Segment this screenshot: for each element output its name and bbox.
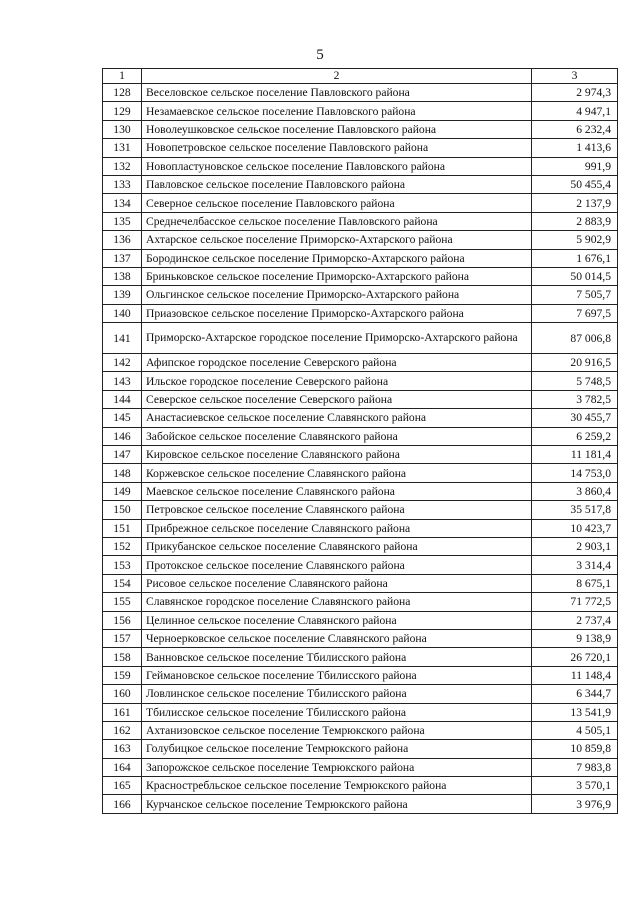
column-header-name: 2: [142, 69, 532, 84]
table-row: [103, 446, 618, 464]
table-row: [103, 409, 618, 427]
table-row: [103, 139, 618, 157]
row-number: 128: [103, 84, 142, 102]
table-row: [103, 666, 618, 684]
amount-value: 3 782,5: [532, 390, 618, 408]
row-number: 142: [103, 354, 142, 372]
row-number: 161: [103, 703, 142, 721]
amount-value: 13 541,9: [532, 703, 618, 721]
row-number: 148: [103, 464, 142, 482]
row-number: 138: [103, 267, 142, 285]
amount-value: 50 455,4: [532, 175, 618, 193]
settlement-name: Геймановское сельское поселение Тбилисского района: [142, 666, 532, 684]
row-number: 166: [103, 795, 142, 813]
table-row: [103, 120, 618, 138]
row-number: 130: [103, 120, 142, 138]
amount-value: 5 748,5: [532, 372, 618, 390]
row-number: 141: [103, 323, 142, 354]
amount-value: 2 883,9: [532, 212, 618, 230]
row-number: 157: [103, 629, 142, 647]
table-row: [103, 175, 618, 193]
settlement-name: Тбилисское сельское поселение Тбилисского района: [142, 703, 532, 721]
amount-value: 71 772,5: [532, 593, 618, 611]
amount-value: 4 505,1: [532, 721, 618, 739]
table-row: [103, 102, 618, 120]
settlement-name: Забойское сельское поселение Славянского района: [142, 427, 532, 445]
table-row: [103, 795, 618, 813]
amount-value: 7 697,5: [532, 304, 618, 322]
row-number: 165: [103, 777, 142, 795]
amount-value: 3 570,1: [532, 777, 618, 795]
table-row: [103, 354, 618, 372]
settlement-name: Анастасиевское сельское поселение Славянского района: [142, 409, 532, 427]
settlement-name: Незамаевское сельское поселение Павловского района: [142, 102, 532, 120]
row-number: 159: [103, 666, 142, 684]
row-number: 145: [103, 409, 142, 427]
settlement-name: Павловское сельское поселение Павловского района: [142, 175, 532, 193]
settlement-name: Новопетровское сельское поселение Павловского района: [142, 139, 532, 157]
column-header-value: 3: [532, 69, 618, 84]
row-number: 129: [103, 102, 142, 120]
amount-value: 11 148,4: [532, 666, 618, 684]
settlement-name: Новопластуновское сельское поселение Павловского района: [142, 157, 532, 175]
settlement-name: Курчанское сельское поселение Темрюкского района: [142, 795, 532, 813]
table-row: [103, 721, 618, 739]
settlement-name: Приморско-Ахтарское городское поселение Приморско-Ахтарского района: [142, 323, 532, 354]
settlement-name: Новолеушковское сельское поселение Павловского района: [142, 120, 532, 138]
settlement-name: Ольгинское сельское поселение Приморско-Ахтарского района: [142, 286, 532, 304]
amount-value: 1 676,1: [532, 249, 618, 267]
settlement-name: Веселовское сельское поселение Павловского района: [142, 84, 532, 102]
amount-value: 11 181,4: [532, 446, 618, 464]
row-number: 147: [103, 446, 142, 464]
table-row: [103, 556, 618, 574]
table-row: [103, 267, 618, 285]
table-row: [103, 157, 618, 175]
row-number: 133: [103, 175, 142, 193]
amount-value: 1 413,6: [532, 139, 618, 157]
settlement-name: Красностребльское сельское поселение Темрюкского района: [142, 777, 532, 795]
column-header-number: 1: [103, 69, 142, 84]
table-row: [103, 482, 618, 500]
table-row: [103, 501, 618, 519]
amount-value: 2 737,4: [532, 611, 618, 629]
settlement-name: Среднечелбасское сельское поселение Павловского района: [142, 212, 532, 230]
settlement-name: Бриньковское сельское поселение Приморско-Ахтарского района: [142, 267, 532, 285]
amount-value: 26 720,1: [532, 648, 618, 666]
settlement-name: Бородинское сельское поселение Приморско-Ахтарского района: [142, 249, 532, 267]
row-number: 139: [103, 286, 142, 304]
row-number: 137: [103, 249, 142, 267]
amount-value: 30 455,7: [532, 409, 618, 427]
row-number: 155: [103, 593, 142, 611]
amount-value: 2 974,3: [532, 84, 618, 102]
table-row: [103, 427, 618, 445]
amount-value: 87 006,8: [532, 323, 618, 354]
amount-value: 9 138,9: [532, 629, 618, 647]
amount-value: 20 916,5: [532, 354, 618, 372]
row-number: 149: [103, 482, 142, 500]
amount-value: 2 903,1: [532, 537, 618, 555]
amount-value: 8 675,1: [532, 574, 618, 592]
settlement-name: Коржевское сельское поселение Славянского района: [142, 464, 532, 482]
amount-value: 6 259,2: [532, 427, 618, 445]
amount-value: 50 014,5: [532, 267, 618, 285]
row-number: 160: [103, 685, 142, 703]
amount-value: 3 860,4: [532, 482, 618, 500]
row-number: 136: [103, 231, 142, 249]
amount-value: 10 423,7: [532, 519, 618, 537]
amount-value: 35 517,8: [532, 501, 618, 519]
settlement-name: Северское сельское поселение Северского района: [142, 390, 532, 408]
settlement-name: Ахтанизовское сельское поселение Темрюкского района: [142, 721, 532, 739]
settlement-name: Северное сельское поселение Павловского района: [142, 194, 532, 212]
table-row: [103, 703, 618, 721]
row-number: 156: [103, 611, 142, 629]
table-row: [103, 212, 618, 230]
amount-value: 7 505,7: [532, 286, 618, 304]
table-row: [103, 194, 618, 212]
amount-value: 6 344,7: [532, 685, 618, 703]
amount-value: 991,9: [532, 157, 618, 175]
amount-value: 3 314,4: [532, 556, 618, 574]
row-number: 153: [103, 556, 142, 574]
settlement-name: Афипское городское поселение Северского района: [142, 354, 532, 372]
settlement-name: Славянское городское поселение Славянского района: [142, 593, 532, 611]
table-header-row: [103, 69, 618, 84]
row-number: 158: [103, 648, 142, 666]
table-row: [103, 304, 618, 322]
amount-value: 7 983,8: [532, 758, 618, 776]
settlement-name: Ахтарское сельское поселение Приморско-Ахтарского района: [142, 231, 532, 249]
table-row: [103, 249, 618, 267]
row-number: 144: [103, 390, 142, 408]
table-row: [103, 629, 618, 647]
settlement-name: Рисовое сельское поселение Славянского района: [142, 574, 532, 592]
table-row: [103, 777, 618, 795]
table-row: [103, 611, 618, 629]
row-number: 151: [103, 519, 142, 537]
settlement-name: Ловлинское сельское поселение Тбилисского района: [142, 685, 532, 703]
table-row: [103, 758, 618, 776]
settlement-name: Прибрежное сельское поселение Славянского района: [142, 519, 532, 537]
page-number: 5: [316, 47, 324, 63]
settlement-name: Голубицкое сельское поселение Темрюкского района: [142, 740, 532, 758]
amount-value: 5 902,9: [532, 231, 618, 249]
row-number: 163: [103, 740, 142, 758]
settlement-name: Кировское сельское поселение Славянского района: [142, 446, 532, 464]
row-number: 152: [103, 537, 142, 555]
settlement-name: Протокское сельское поселение Славянского района: [142, 556, 532, 574]
table-row: [103, 390, 618, 408]
table-row: [103, 574, 618, 592]
row-number: 134: [103, 194, 142, 212]
row-number: 143: [103, 372, 142, 390]
amount-value: 14 753,0: [532, 464, 618, 482]
table-row: [103, 593, 618, 611]
settlement-name: Петровское сельское поселение Славянского района: [142, 501, 532, 519]
row-number: 135: [103, 212, 142, 230]
table-row: [103, 537, 618, 555]
table-body: [103, 69, 618, 814]
settlement-name: Маевское сельское поселение Славянского района: [142, 482, 532, 500]
settlement-name: Ванновское сельское поселение Тбилисского района: [142, 648, 532, 666]
table-row: [103, 372, 618, 390]
row-number: 131: [103, 139, 142, 157]
table-row: [103, 464, 618, 482]
settlement-name: Приазовское сельское поселение Приморско-Ахтарского района: [142, 304, 532, 322]
settlement-name: Ильское городское поселение Северского района: [142, 372, 532, 390]
settlement-name: Черноерковское сельское поселение Славянского района: [142, 629, 532, 647]
amount-value: 6 232,4: [532, 120, 618, 138]
settlement-name: Прикубанское сельское поселение Славянского района: [142, 537, 532, 555]
row-number: 146: [103, 427, 142, 445]
amount-value: 10 859,8: [532, 740, 618, 758]
amount-value: 4 947,1: [532, 102, 618, 120]
row-number: 132: [103, 157, 142, 175]
table-row: [103, 685, 618, 703]
table-row: [103, 84, 618, 102]
settlement-name: Целинное сельское поселение Славянского района: [142, 611, 532, 629]
settlements-table: [102, 68, 618, 814]
table-row: [103, 323, 618, 354]
settlement-name: Запорожское сельское поселение Темрюкского района: [142, 758, 532, 776]
table-row: [103, 519, 618, 537]
row-number: 150: [103, 501, 142, 519]
row-number: 154: [103, 574, 142, 592]
table-row: [103, 231, 618, 249]
row-number: 140: [103, 304, 142, 322]
table-row: [103, 286, 618, 304]
table-row: [103, 648, 618, 666]
row-number: 164: [103, 758, 142, 776]
amount-value: 2 137,9: [532, 194, 618, 212]
amount-value: 3 976,9: [532, 795, 618, 813]
row-number: 162: [103, 721, 142, 739]
table-row: [103, 740, 618, 758]
